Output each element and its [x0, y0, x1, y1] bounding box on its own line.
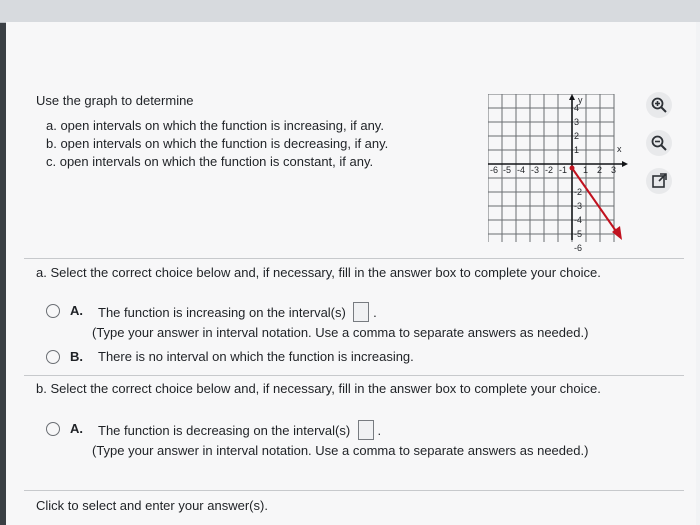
x-tick: -3 — [531, 165, 540, 175]
choice-letter: A. — [70, 421, 83, 436]
choice-text: There is no interval on which the function is increasing. — [98, 349, 414, 364]
x-tick: -6 — [490, 165, 499, 175]
graph-tools — [646, 92, 680, 206]
part-b-hint: (Type your answer in interval notation. Use a comma to separate answers as needed.) — [92, 443, 589, 458]
answer-input[interactable] — [353, 302, 369, 322]
question-item-b: b. open intervals on which the function is decreasing, if any. — [46, 136, 389, 151]
y-axis-label: y — [578, 95, 583, 105]
x-tick: -1 — [559, 165, 568, 175]
graph-labels — [490, 95, 622, 252]
y-tick: 1 — [574, 145, 580, 155]
choice-letter: B. — [70, 349, 83, 364]
part-a-prompt: a. Select the correct choice below and, if necessary, fill in the answer box to complete your choice. — [36, 265, 601, 280]
zoom-in-button[interactable] — [646, 92, 672, 118]
period: . — [373, 305, 377, 320]
part-b-choice-a[interactable] — [46, 420, 381, 440]
choice-a-text: The function is decreasing on the interval(s) — [98, 423, 351, 438]
part-a-choice-a[interactable] — [46, 302, 377, 322]
question-item-c: c. open intervals on which the function is constant, if any. — [46, 154, 374, 169]
x-tick: -2 — [545, 165, 554, 175]
y-tick: -3 — [574, 201, 583, 211]
radio-button[interactable] — [46, 422, 60, 436]
y-tick: -2 — [574, 187, 583, 197]
external-link-icon — [650, 172, 668, 190]
question-list — [36, 117, 466, 171]
y-tick: -6 — [574, 243, 583, 252]
x-tick: 1 — [583, 165, 589, 175]
function-graph — [488, 94, 628, 252]
question-instructions — [36, 92, 466, 171]
browser-top-bar — [0, 0, 700, 23]
part-a-choice-b[interactable] — [46, 348, 414, 366]
y-tick: -4 — [574, 215, 583, 225]
answer-input[interactable] — [358, 420, 374, 440]
question-item-a: a. open intervals on which the function is increasing, if any. — [46, 118, 384, 133]
open-graph-button[interactable] — [646, 168, 672, 194]
footer-divider — [24, 490, 684, 491]
zoom-out-button[interactable] — [646, 130, 672, 156]
question-title: Use the graph to determine — [36, 93, 194, 108]
period: . — [377, 423, 382, 438]
y-tick: -5 — [574, 229, 583, 239]
choice-letter: A. — [70, 303, 83, 318]
question-panel — [6, 22, 696, 525]
section-divider — [24, 375, 684, 376]
x-tick: 2 — [597, 165, 603, 175]
zoom-out-icon — [650, 134, 668, 152]
radio-button[interactable] — [46, 350, 60, 364]
part-a-hint: (Type your answer in interval notation. Use a comma to separate answers as needed.) — [92, 325, 589, 340]
x-tick: -4 — [517, 165, 526, 175]
y-tick: 3 — [574, 117, 580, 127]
y-tick: 4 — [574, 103, 580, 113]
footer-instruction: Click to select and enter your answer(s). — [36, 498, 268, 513]
part-b-prompt: b. Select the correct choice below and, if necessary, fill in the answer box to complete your choice. — [36, 381, 601, 396]
y-tick: 2 — [574, 131, 580, 141]
x-axis-label: x — [617, 144, 622, 154]
question-page — [6, 22, 700, 525]
choice-text — [98, 420, 381, 440]
section-divider — [24, 258, 684, 259]
choice-text — [98, 302, 377, 322]
x-tick: 3 — [611, 165, 617, 175]
radio-button[interactable] — [46, 304, 60, 318]
choice-a-text: The function is increasing on the interval(s) — [98, 305, 346, 320]
x-tick: -5 — [503, 165, 512, 175]
zoom-in-icon — [650, 96, 668, 114]
